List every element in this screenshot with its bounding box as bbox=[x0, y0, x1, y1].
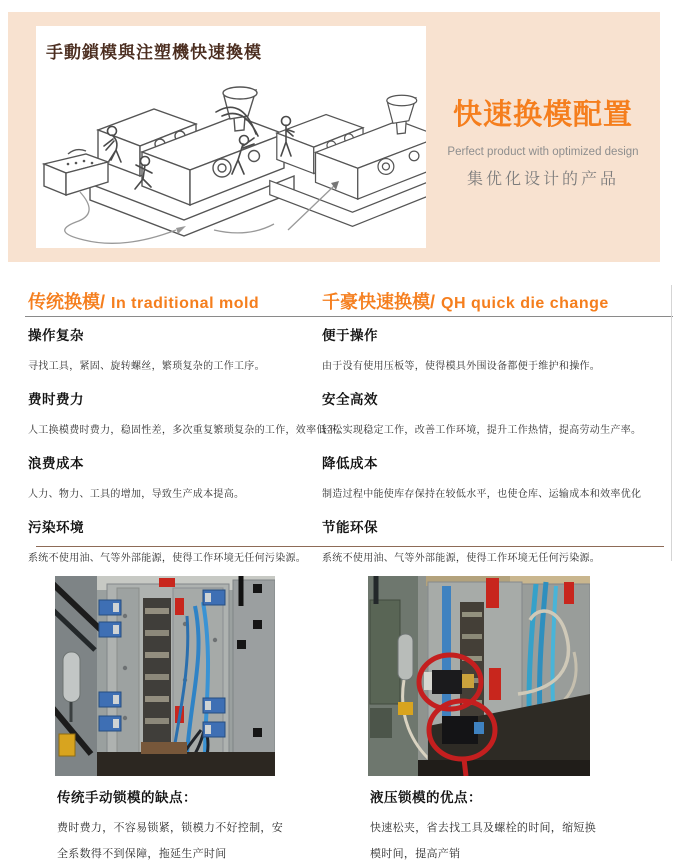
item-desc: 制造过程中能使库存保持在较低水平，也使仓库、运输成本和效率优化 bbox=[322, 489, 642, 500]
comparison-item bbox=[322, 324, 670, 372]
traditional-header-en: In traditional mold bbox=[111, 295, 260, 312]
item-desc: 人力、物力、工具的增加，导致生产成本提高。 bbox=[28, 489, 245, 500]
item-title: 污染环境 bbox=[28, 520, 84, 535]
item-desc: 系统不使用油、气等外部能源，使得工作环境无任何污染源。 bbox=[322, 553, 601, 564]
item-desc: 由于没有使用压板等，使得模具外围设备都便于维护和操作。 bbox=[322, 361, 601, 372]
caption-body: 快速松夹，省去找工具及螺栓的时间，缩短换模时间，提高产销 bbox=[370, 822, 596, 860]
comparison-item bbox=[322, 452, 670, 500]
section-divider bbox=[36, 546, 664, 547]
hydraulic-clamp-caption bbox=[370, 786, 620, 865]
illustration-panel bbox=[36, 26, 426, 248]
comparison-item bbox=[322, 516, 670, 564]
item-title: 操作复杂 bbox=[28, 328, 84, 343]
item-title: 降低成本 bbox=[322, 456, 378, 471]
hero-band bbox=[8, 12, 660, 262]
molding-machines-illustration bbox=[36, 64, 426, 244]
qh-header-en: QH quick die change bbox=[441, 295, 609, 312]
manual-clamp-caption bbox=[57, 786, 307, 865]
header-divider bbox=[25, 316, 673, 317]
qh-column bbox=[322, 324, 670, 580]
qh-header bbox=[322, 288, 609, 314]
product-subtitle-en: Perfect product with optimized design bbox=[447, 146, 639, 158]
caption-title: 液压锁模的优点： bbox=[370, 790, 482, 805]
comparison-item bbox=[322, 388, 670, 436]
comparison-item bbox=[28, 516, 328, 564]
traditional-header-zh: 传统换模/ bbox=[28, 292, 106, 312]
caption-body: 费时费力，不容易锁紧，锁模力不好控制，安全系数得不到保障，拖延生产时间 bbox=[57, 822, 283, 860]
qh-header-zh: 千豪快速换模/ bbox=[322, 292, 436, 312]
page-edge-line bbox=[671, 285, 672, 561]
product-subtitle-zh: 集优化设计的产品 bbox=[466, 169, 619, 188]
caption-title: 传统手动锁模的缺点： bbox=[57, 790, 197, 805]
manual-clamp-photo bbox=[55, 576, 275, 776]
item-title: 浪费成本 bbox=[28, 456, 84, 471]
traditional-header bbox=[28, 288, 259, 314]
comparison-item bbox=[28, 388, 348, 436]
item-desc: 轻松实现稳定工作，改善工作环境，提升工作热情，提高劳动生产率。 bbox=[322, 425, 642, 436]
machine-right bbox=[270, 95, 426, 226]
item-title: 安全高效 bbox=[322, 392, 378, 407]
item-title: 便于操作 bbox=[322, 328, 378, 343]
item-title: 节能环保 bbox=[322, 520, 378, 535]
comparison-item bbox=[28, 452, 328, 500]
item-desc: 人工换模费时费力，稳固性差，多次重复繁琐复杂的工作，效率低下。 bbox=[28, 425, 348, 436]
hero-text-block bbox=[426, 12, 660, 262]
product-title: 快速换模配置 bbox=[452, 99, 633, 131]
item-desc: 系统不使用油、气等外部能源，使得工作环境无任何污染源。 bbox=[28, 553, 307, 564]
item-desc: 寻找工具，紧固、旋转螺丝，繁琐复杂的工作工序。 bbox=[28, 361, 265, 372]
traditional-column bbox=[28, 324, 348, 580]
comparison-item bbox=[28, 324, 328, 372]
illustration-title: 手動鎖模與注塑機快速換模 bbox=[46, 43, 262, 63]
item-title: 费时费力 bbox=[28, 392, 84, 407]
hydraulic-clamp-photo bbox=[368, 576, 590, 776]
